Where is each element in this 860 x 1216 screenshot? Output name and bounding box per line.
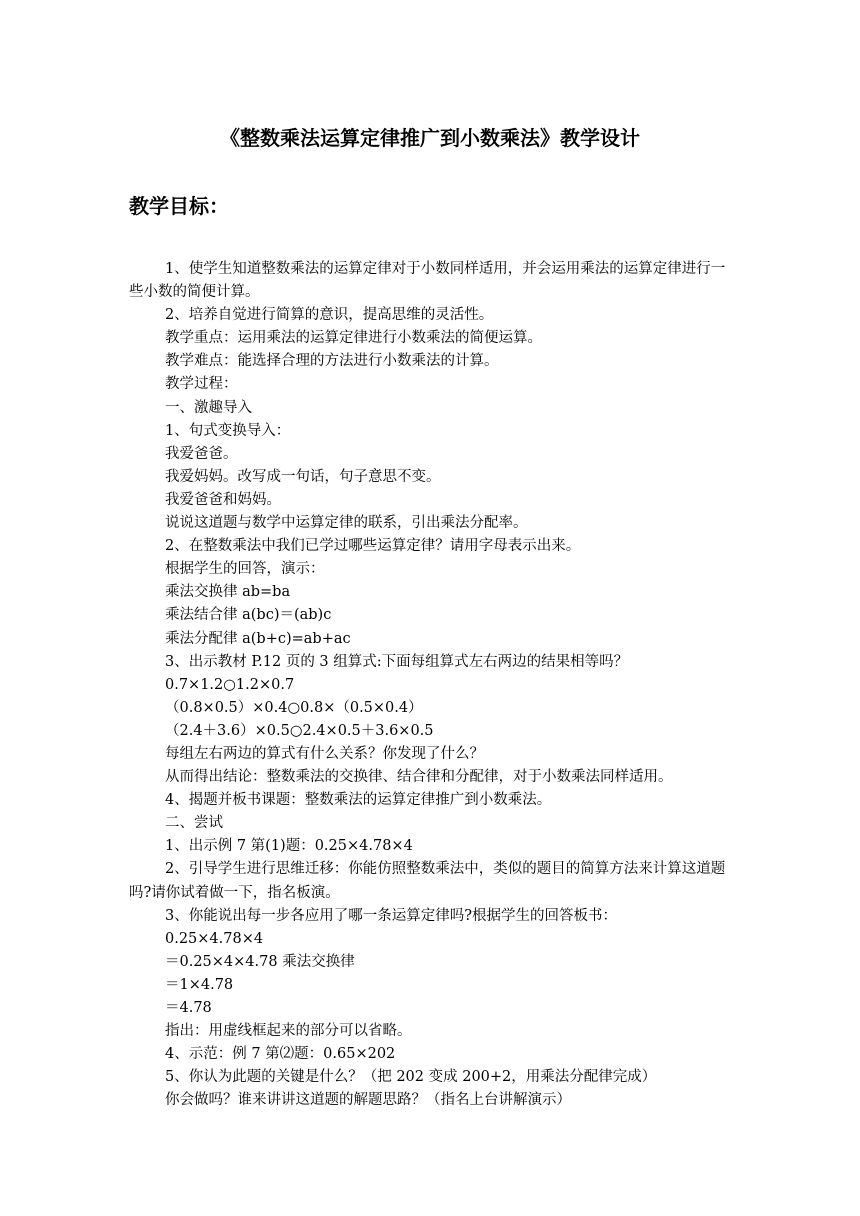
paragraph: 我爱爸爸。 (165, 445, 238, 462)
document-title: 《整数乘法运算定律推广到小数乘法》教学设计 (220, 126, 640, 150)
paragraph: 二、尝试 (165, 815, 223, 832)
formula-line: ＝0.25×4×4.78 乘法交换律 (165, 953, 355, 970)
paragraph: 1、使学生知道整数乘法的运算定律对于小数同样适用，并会运用乘法的运算定律进行一些小数的简便计算。 (129, 261, 726, 301)
formula-line: （2.4＋3.6）×0.5○2.4×0.5＋3.6×0.5 (165, 722, 434, 739)
paragraph: 你会做吗？谁来讲讲这道题的解题思路？（指名上台讲解演示） (165, 1092, 571, 1109)
paragraph: 2、引导学生进行思维迁移：你能仿照整数乘法中，类似的题目的简算方法来计算这道题吗?请你试着做一下，指名板演。 (129, 861, 726, 901)
formula-line: ＝4.78 (165, 1000, 212, 1016)
paragraph: 每组左右两边的算式有什么关系？你发现了什么？ (165, 745, 484, 762)
paragraph: 2、在整数乘法中我们已学过哪些运算定律？请用字母表示出来。 (165, 538, 581, 555)
formula-line: 乘法分配律 a(b+c)=ab+ac (165, 630, 351, 647)
formula-line: 乘法交换律 ab=ba (165, 584, 291, 601)
paragraph: 指出：用虚线框起来的部分可以省略。 (165, 1023, 412, 1040)
formula-line: ＝1×4.78 (165, 976, 234, 993)
paragraph: 2、培养自觉进行简算的意识，提高思维的灵活性。 (165, 307, 494, 324)
paragraph: 1、句式变换导入： (165, 422, 291, 439)
paragraph: 4、示范：例 7 第⑵题：0.65×202 (165, 1046, 396, 1063)
paragraph: 教学难点：能选择合理的方法进行小数乘法的计算。 (165, 353, 499, 370)
paragraph: 3、出示教材 P.12 页的 3 组算式:下面每组算式左右两边的结果相等吗？ (165, 653, 629, 670)
paragraph: 5、你认为此题的关键是什么？（把 202 变成 200+2，用乘法分配律完成） (165, 1069, 657, 1086)
formula-line: （0.8×0.5）×0.4○0.8×（0.5×0.4） (165, 699, 423, 716)
paragraph: 根据学生的回答，演示： (165, 561, 325, 578)
paragraph: 1、出示例 7 第(1)题：0.25×4.78×4 (165, 838, 413, 855)
paragraph: 4、揭题并板书课题：整数乘法的运算定律推广到小数乘法。 (165, 792, 552, 809)
paragraph: 一、激趣导入 (165, 399, 252, 416)
paragraph: 3、你能说出每一步各应用了哪一条运算定律吗?根据学生的回答板书： (165, 907, 617, 924)
document-body (129, 258, 729, 1112)
paragraph: 说说这道题与数学中运算定律的联系，引出乘法分配率。 (165, 515, 528, 532)
paragraph: 从而得出结论：整数乘法的交换律、结合律和分配律，对于小数乘法同样适用。 (165, 769, 673, 786)
paragraph: 我爱妈妈。改写成一句话，句子意思不变。 (165, 468, 441, 485)
formula-line: 0.25×4.78×4 (165, 930, 264, 947)
formula-line: 乘法结合律 a(bc)＝(ab)c (165, 607, 332, 624)
formula-line: 0.7×1.2○1.2×0.7 (165, 676, 295, 693)
paragraph: 我爱爸爸和妈妈。 (165, 491, 281, 508)
section-heading-teaching-goals: 教学目标： (129, 194, 229, 218)
paragraph: 教学重点：运用乘法的运算定律进行小数乘法的简便运算。 (165, 330, 542, 347)
paragraph: 教学过程： (165, 376, 238, 393)
